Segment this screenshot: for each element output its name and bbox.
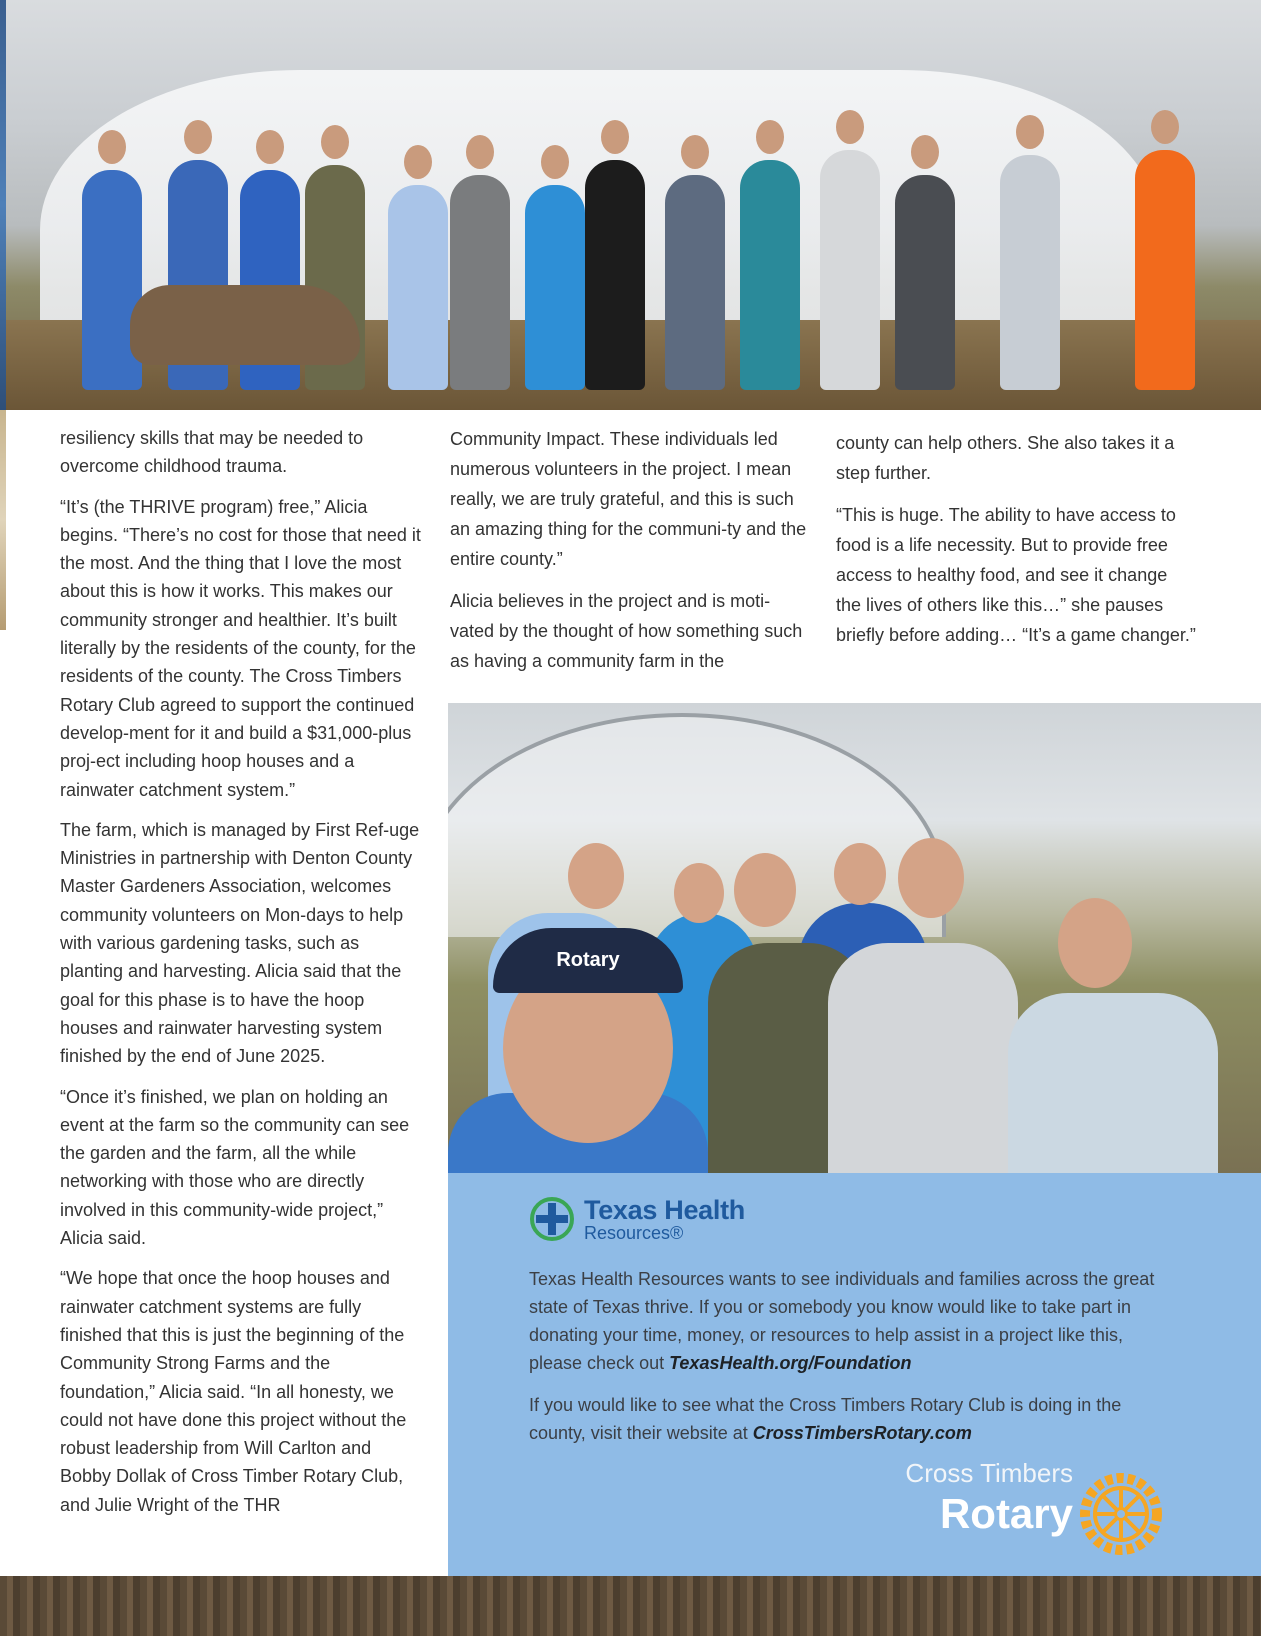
- rotary-website-link[interactable]: CrossTimbersRotary.com: [752, 1423, 972, 1443]
- volunteer: [1135, 150, 1195, 390]
- volunteer: [828, 943, 1018, 1173]
- edge-strip: [0, 0, 6, 410]
- logo-line-1: Texas Health: [584, 1195, 745, 1225]
- paragraph: county can help others. She also takes it a step further.: [836, 433, 1175, 483]
- soil-footer-image: [0, 1576, 1261, 1636]
- article-column-3: [836, 428, 1196, 662]
- volunteer: [665, 175, 725, 390]
- volunteer: [585, 160, 645, 390]
- paragraph: “This is huge. The ability to have access to food is a life necessity. But to provide free access to healthy food, and see it change the lives of others like this…” she pauses briefly before adding… “It’s a game changer.”: [836, 505, 1196, 645]
- rotary-cap: Rotary: [493, 928, 683, 993]
- volunteer-selfie-photo: [448, 703, 1261, 1173]
- volunteer: [740, 160, 800, 390]
- volunteer: [388, 185, 448, 390]
- volunteer-face: [898, 838, 964, 918]
- volunteer-face: [568, 843, 624, 909]
- volunteer: [525, 185, 585, 390]
- paragraph: resiliency skills that may be needed to overcome childhood trauma.: [60, 428, 364, 477]
- rotary-wheel-icon: [1079, 1472, 1163, 1556]
- volunteer-face: [834, 843, 886, 905]
- texas-health-resources-logo: [530, 1193, 790, 1243]
- paragraph: Community Impact. These individuals led numerous volunteers in the project. I mean really, we are truly grateful, and this is such an amazing thing for the communi-ty and the entire county.”: [450, 429, 807, 569]
- paragraph: Alicia believes in the project and is moti-vated by the thought of how something such as having a community farm in the: [450, 591, 803, 671]
- sponsor-text: Texas Health Resources wants to see individuals and families across the great state of Texas thrive. If you or somebody you know would like to take part in donating your time, money, or resources to help assist in a project like this, please check out: [529, 1269, 1155, 1373]
- paragraph: “It’s (the THRIVE program) free,” Alicia begins. “There’s no cost for those that need it the most. And the thing that I love the most about this is how it works. This makes our community stronger and healthier. It’s built literally by the residents of the county, for the residents of the county. The Cross Timbers Rotary Club agreed to support the continued develop-ment for it and build a $31,000-plus proj-ect including hoop houses and a rainwater catchment system.”: [60, 496, 421, 800]
- paragraph: “We hope that once the hoop houses and rainwater catchment systems are fully finished that this is just the beginning of the Community Strong Farms and the foundation,” Alicia said. “In all honesty, we could not have done this project without the robust leadership from Will Carlton and Bobby Dollak of Cross Timber Rotary Club, and Julie Wright of the THR: [60, 1268, 407, 1515]
- rotary-logo-line-1: Cross Timbers: [905, 1458, 1073, 1488]
- paragraph: “Once it’s finished, we plan on holding an event at the farm so the community can see the garden and the farm, all the while networking with those who are directly involved in this community-wide project,” Alicia said.: [60, 1086, 410, 1249]
- thr-cross-icon: [530, 1197, 574, 1241]
- article-column-1: [60, 424, 425, 1531]
- volunteer-face: [1058, 898, 1132, 988]
- paragraph: The farm, which is managed by First Ref-uge Ministries in partnership with Denton County Master Gardeners Association, welcomes community volunteers on Mon-days to help with various gardening tasks, such as planting and harvesting. Alicia said that the goal for this phase is to have the hoop houses and rainwater harvesting system finished by the end of June 2025.: [60, 819, 420, 1067]
- volunteer: [1008, 993, 1218, 1173]
- sponsor-text: If you would like to see what the Cross Timbers Rotary Club is doing in the county, visit their website at: [529, 1395, 1122, 1443]
- cross-timbers-rotary-logo: [903, 1458, 1173, 1568]
- volunteer: [1000, 155, 1060, 390]
- sponsor-paragraph-2: [529, 1391, 1169, 1447]
- volunteer-face: [734, 853, 796, 927]
- group-photo-hoop-house: [0, 0, 1261, 410]
- dog: [130, 285, 360, 365]
- logo-line-2: Resources®: [584, 1223, 684, 1243]
- volunteer: [895, 175, 955, 390]
- volunteer-face: [674, 863, 724, 923]
- volunteer: [820, 150, 880, 390]
- sponsor-info-box: [448, 1173, 1261, 1576]
- sponsor-paragraph-1: [529, 1265, 1169, 1377]
- volunteer: [450, 175, 510, 390]
- foundation-link[interactable]: TexasHealth.org/Foundation: [669, 1353, 912, 1373]
- rotary-logo-line-2: Rotary: [939, 1490, 1073, 1537]
- edge-strip-lower: [0, 410, 6, 630]
- article-column-2: [450, 424, 810, 688]
